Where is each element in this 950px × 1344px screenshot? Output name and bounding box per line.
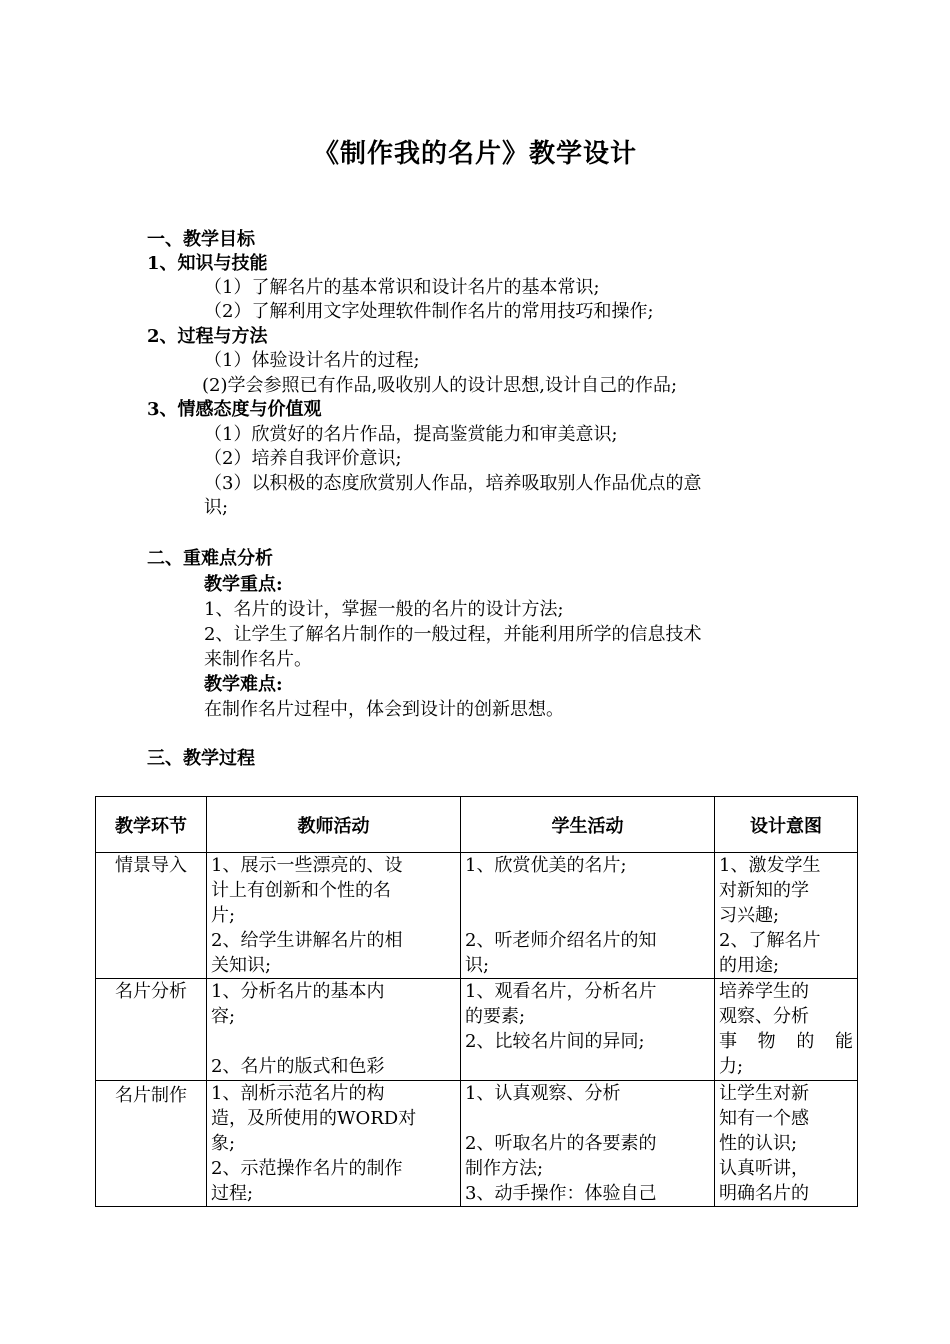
teacher-activity-cell (207, 1081, 461, 1207)
cell-line: 关知识; (211, 955, 272, 976)
student-activity-cell (461, 853, 715, 979)
subsection-heading-knowledge: 1、知识与技能 (147, 253, 268, 274)
difficulty-item: 在制作名片过程中，体会到设计的创新思想。 (204, 699, 564, 720)
section-heading-key-points: 二、重难点分析 (147, 548, 273, 569)
key-point-item: 2、让学生了解名片制作的一般过程，并能利用所学的信息技术 (204, 624, 702, 645)
column-header-student: 学生活动 (461, 797, 715, 853)
student-activity-cell (461, 979, 715, 1081)
column-header-intent: 设计意图 (715, 797, 858, 853)
cell-line: 计上有创新和个性的名 (211, 880, 391, 901)
cell-line: 3、动手操作：体验自己 (465, 1183, 657, 1204)
table-header-row (96, 797, 858, 853)
document-title: 《制作我的名片》教学设计 (312, 139, 637, 169)
student-activity-cell (461, 1081, 715, 1207)
cell-line: 象; (211, 1133, 236, 1154)
cell-line: 培养学生的 (719, 981, 809, 1002)
design-intent-cell (715, 979, 858, 1081)
objective-item: （3）以积极的态度欣赏别人作品，培养吸取别人作品优点的意 (204, 473, 702, 494)
teacher-activity-cell (207, 853, 461, 979)
teacher-activity-cell (207, 979, 461, 1081)
cell-line: 1、分析名片的基本内 (211, 981, 385, 1002)
cell-line: 认真听讲， (719, 1158, 809, 1179)
objective-item: （1）了解名片的基本常识和设计名片的基本常识; (204, 277, 600, 298)
subsection-heading-process: 2、过程与方法 (147, 326, 268, 347)
cell-line: 2、比较名片间的异同; (465, 1031, 645, 1052)
design-intent-cell (715, 1081, 858, 1207)
objective-item: （2）培养自我评价意识; (204, 448, 402, 469)
cell-line: 观察、分析 (719, 1006, 809, 1027)
cell-line: 造，及所使用的WORD对 (211, 1108, 417, 1129)
table-row (96, 979, 858, 1081)
stage-cell: 名片制作 (96, 1081, 207, 1207)
section-heading-teaching-process: 三、教学过程 (147, 748, 255, 769)
cell-line: 让学生对新 (719, 1083, 809, 1104)
cell-line: 片; (211, 905, 236, 926)
section-heading-objectives: 一、教学目标 (147, 229, 255, 250)
cell-line: 2、听老师介绍名片的知 (465, 930, 657, 951)
cell-line: 1、激发学生 (719, 855, 821, 876)
cell-line: 1、观看名片，分析名片 (465, 981, 657, 1002)
key-point-item: 来制作名片。 (204, 649, 312, 670)
cell-line: 力; (719, 1056, 744, 1077)
cell-line: 的要素; (465, 1006, 526, 1027)
cell-line: 容; (211, 1006, 236, 1027)
objective-item: (2)学会参照已有作品,吸收别人的设计思想,设计自己的作品; (202, 375, 678, 396)
cell-line: 对新知的学 (719, 880, 809, 901)
cell-line: 1、认真观察、分析 (465, 1083, 621, 1104)
cell-line: 制作方法; (465, 1158, 544, 1179)
cell-line: 2、给学生讲解名片的相 (211, 930, 403, 951)
objective-item: 识; (204, 497, 229, 518)
cell-line: 2、了解名片 (719, 930, 821, 951)
cell-line: 过程; (211, 1183, 254, 1204)
cell-line: 明确名片的 (719, 1183, 809, 1204)
design-intent-cell (715, 853, 858, 979)
column-header-stage: 教学环节 (96, 797, 207, 853)
teaching-process-table (95, 796, 858, 1207)
key-point-item: 1、名片的设计，掌握一般的名片的设计方法; (204, 599, 564, 620)
cell-line: 2、听取名片的各要素的 (465, 1133, 657, 1154)
objective-item: （2）了解利用文字处理软件制作名片的常用技巧和操作; (204, 301, 654, 322)
cell-line: 性的认识; (719, 1133, 798, 1154)
cell-line: 2、名片的版式和色彩 (211, 1056, 385, 1077)
stage-cell: 情景导入 (96, 853, 207, 979)
objective-item: （1）体验设计名片的过程; (204, 350, 420, 371)
cell-line: 习兴趣; (719, 905, 780, 926)
cell-line: 的用途; (719, 955, 780, 976)
subsection-heading-attitude: 3、情感态度与价值观 (147, 399, 322, 420)
cell-line: 知有一个感 (719, 1108, 809, 1129)
key-points-label: 教学重点: (204, 574, 283, 595)
cell-line: 1、展示一些漂亮的、设 (211, 855, 403, 876)
cell-line: 事物的能 (719, 1031, 853, 1052)
difficulty-label: 教学难点: (204, 674, 283, 695)
stage-cell: 名片分析 (96, 979, 207, 1081)
cell-line: 2、示范操作名片的制作 (211, 1158, 403, 1179)
objective-item: （1）欣赏好的名片作品，提高鉴赏能力和审美意识; (204, 424, 618, 445)
cell-line: 识; (465, 955, 490, 976)
cell-line: 1、欣赏优美的名片; (465, 855, 627, 876)
cell-line: 1、剖析示范名片的构 (211, 1083, 385, 1104)
table-row (96, 1081, 858, 1207)
column-header-teacher: 教师活动 (207, 797, 461, 853)
table-row (96, 853, 858, 979)
